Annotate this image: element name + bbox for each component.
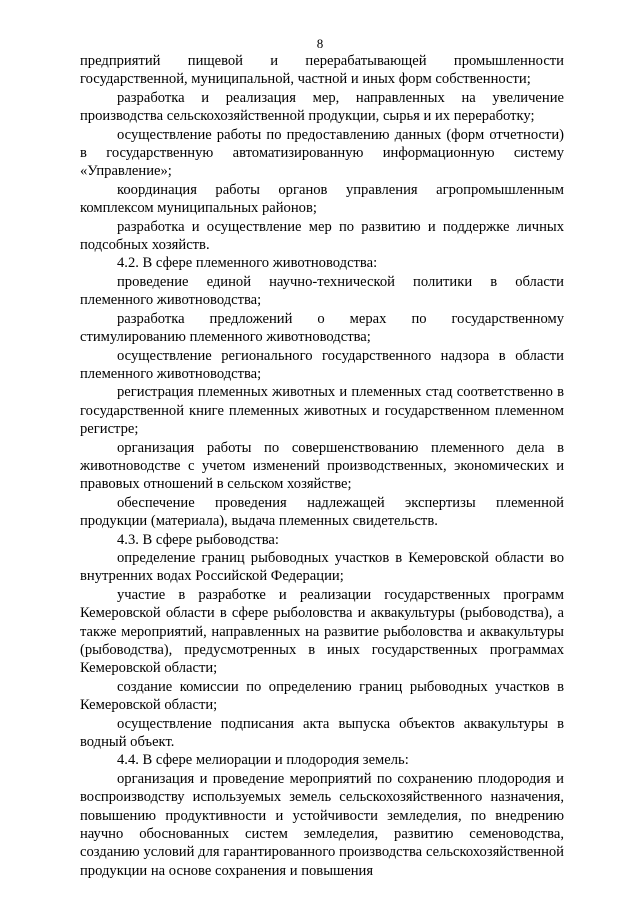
- paragraph: осуществление работы по предоставлению данных (форм отчетности) в государственную автоматизированную информационную систему «Управление»;: [80, 126, 564, 180]
- paragraph: участие в разработке и реализации государственных программ Кемеровской области в сфере рыболовства и аквакультуры (рыбоводства), а также мероприятий, направленных на развитие рыболовства и аквакультуры (рыбоводства), предусмотренных в иных государственных программах Кемеровской области;: [80, 586, 564, 677]
- paragraph: координация работы органов управления агропромышленным комплексом муниципальных районов;: [80, 181, 564, 217]
- paragraph: организация работы по совершенствованию племенного дела в животноводстве с учетом изменений производственных, экономических и правовых отношений в сельском хозяйстве;: [80, 439, 564, 493]
- paragraph: создание комиссии по определению границ рыбоводных участков в Кемеровской области;: [80, 678, 564, 714]
- paragraph: разработка и реализация мер, направленных на увеличение производства сельскохозяйственной продукции, сырья и их переработку;: [80, 89, 564, 125]
- paragraph: обеспечение проведения надлежащей экспертизы племенной продукции (материала), выдача племенных свидетельств.: [80, 494, 564, 530]
- paragraph: осуществление подписания акта выпуска объектов аквакультуры в водный объект.: [80, 715, 564, 751]
- paragraph: 4.3. В сфере рыбоводства:: [117, 531, 279, 548]
- paragraph: предприятий пищевой и перерабатывающей промышленности государственной, муниципальной, частной и иных форм собственности;: [80, 53, 564, 88]
- paragraph: 4.2. В сфере племенного животноводства:: [117, 255, 378, 272]
- page-number: 8: [316, 36, 324, 51]
- document-body: [80, 52, 564, 880]
- paragraph: осуществление регионального государственного надзора в области племенного животноводства;: [80, 347, 564, 382]
- paragraph: разработка и осуществление мер по развитию и поддержке личных подсобных хозяйств.: [80, 218, 564, 254]
- paragraph: определение границ рыбоводных участков в Кемеровской области во внутренних водах Российской Федерации;: [80, 549, 564, 585]
- paragraph: регистрация племенных животных и племенных стад соответственно в государственной книге племенных животных и государственном племенном регистре;: [80, 384, 564, 438]
- paragraph: организация и проведение мероприятий по сохранению плодородия и воспроизводству используемых земель сельскохозяйственного назначения, повышению продуктивности и устойчивости земледелия, по внедрению научно обоснованных систем земледелия, развитию семеноводства, созданию условий для гарантированного производства сельскохозяйственной продукции на основе сохранения и повышения: [80, 770, 564, 879]
- paragraph: разработка предложений о мерах по государственному стимулированию племенного животноводства;: [80, 310, 564, 346]
- paragraph: 4.4. В сфере мелиорации и плодородия земель:: [117, 752, 409, 769]
- paragraph: проведение единой научно-технической политики в области племенного животноводства;: [80, 273, 564, 309]
